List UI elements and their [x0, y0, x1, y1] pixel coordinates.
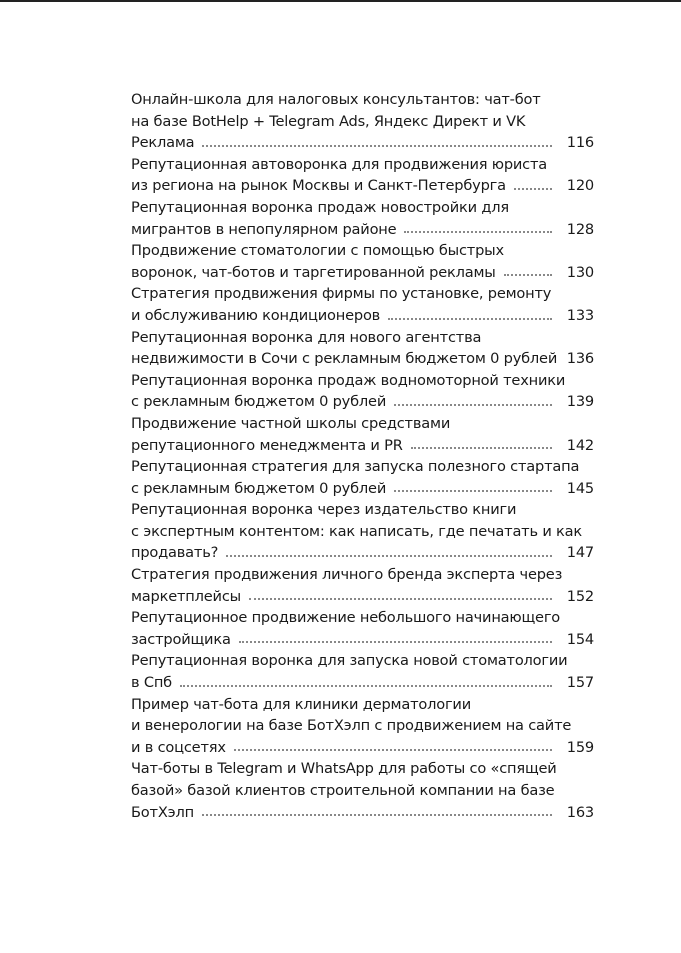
page-number: 145 [566, 479, 594, 497]
toc-entry-title-line: маркетплейсы [131, 587, 241, 605]
toc-entry-title-line: Продвижение частной школы средствами [131, 414, 451, 432]
toc-entry-title-line: Репутационное продвижение небольшого начинающего [131, 609, 561, 627]
toc-entry-title-line: и обслуживанию кондиционеров [131, 306, 381, 324]
toc-entry-title-line: и в соцсетях [131, 738, 226, 756]
dot-leader [394, 490, 552, 492]
toc-entry-title-line: продавать? [131, 544, 219, 562]
toc-entry-title-line: Репутационная автоворонка для продвижения юриста [131, 155, 548, 173]
toc-entry-title-line: с рекламным бюджетом 0 рублей [131, 393, 387, 411]
toc-entry-title-line: мигрантов в непопулярном районе [131, 220, 397, 238]
dot-leader [388, 318, 552, 320]
dot-leader [226, 555, 552, 557]
toc-entry-title-line: на базе BotHelp + Telegram Ads, Яндекс Директ и VK [131, 112, 526, 130]
page-number: 128 [566, 220, 594, 238]
toc-entry-title-line: из региона на рынок Москвы и Санкт-Петербурга [131, 177, 506, 195]
toc-entry-title-line: и венерологии на базе БотХэлп с продвижением на сайте [131, 717, 572, 735]
dot-leader [404, 231, 552, 233]
toc-entry-title-line: Репутационная воронка продаж водномоторной техники [131, 371, 566, 389]
toc-entry-title-line: БотХэлп [131, 803, 194, 821]
toc-entry-title-line: Онлайн-школа для налоговых консультантов: чат-бот [131, 91, 541, 108]
dot-leader [180, 685, 552, 687]
toc-entry-title-line: в Спб [131, 674, 172, 692]
dot-leader [411, 447, 552, 449]
toc-entry[interactable] [131, 370, 594, 413]
table-of-contents [131, 89, 594, 823]
toc-entry[interactable] [131, 758, 594, 823]
toc-entry[interactable] [131, 650, 594, 693]
dot-leader [394, 404, 552, 406]
dot-leader [234, 749, 552, 751]
toc-entry-title-line: репутационного менеджмента и PR [131, 436, 403, 454]
toc-entry-title-line: Продвижение стоматологии с помощью быстрых [131, 242, 504, 260]
dot-leader [239, 641, 552, 643]
page-number: 136 [566, 350, 594, 368]
page-number: 154 [566, 630, 594, 648]
toc-entry[interactable] [131, 607, 594, 650]
toc-entry-title-line: Реклама [131, 134, 195, 152]
toc-entry-title-line: с рекламным бюджетом 0 рублей [131, 479, 387, 497]
toc-entry-title-line: Репутационная воронка для нового агентства [131, 328, 482, 346]
dot-leader [202, 145, 552, 147]
toc-entry-title-line: Чат-боты в Telegram и WhatsApp для работы со «спящей [131, 760, 557, 778]
toc-entry[interactable] [131, 456, 594, 499]
toc-entry-title-line: Репутационная воронка для запуска новой стоматологии [131, 652, 568, 670]
toc-entry-title-line: Репутационная стратегия для запуска полезного стартапа [131, 458, 580, 476]
page-number: 152 [566, 587, 594, 605]
toc-entry-title-line: Репутационная воронка продаж новостройки для [131, 198, 509, 216]
toc-entry[interactable] [131, 154, 594, 197]
toc-entry-title-line: Пример чат-бота для клиники дерматологии [131, 695, 471, 713]
toc-entry-title-line: застройщика [131, 630, 231, 648]
toc-entry[interactable] [131, 197, 594, 240]
toc-entry[interactable] [131, 564, 594, 607]
dot-leader [202, 814, 552, 816]
toc-entry[interactable] [131, 327, 594, 370]
page-number: 133 [566, 306, 594, 324]
dot-leader [514, 188, 552, 190]
dot-leader [249, 598, 552, 600]
toc-entry-title-line: Стратегия продвижения фирмы по установке, ремонту [131, 285, 552, 303]
toc-entry[interactable] [131, 413, 594, 456]
toc-entry-title-line: Стратегия продвижения личного бренда эксперта через [131, 566, 563, 584]
toc-entry[interactable] [131, 694, 594, 759]
toc-entry-title-line: с экспертным контентом: как написать, где печатать и как [131, 522, 583, 540]
toc-entry-title-line: воронок, чат-ботов и таргетированной рекламы [131, 263, 496, 281]
page-number: 116 [566, 134, 594, 152]
toc-entry-title-line: недвижимости в Сочи с рекламным бюджетом 0 рублей [131, 350, 558, 368]
toc-entry[interactable] [131, 499, 594, 564]
page-number: 157 [566, 674, 594, 692]
toc-entry-title-line: Репутационная воронка через издательство книги [131, 501, 517, 519]
toc-entry[interactable] [131, 240, 594, 283]
page-top-edge [0, 0, 681, 2]
page-number: 147 [566, 544, 594, 562]
page-number: 120 [566, 177, 594, 195]
dot-leader [504, 274, 552, 276]
toc-entry[interactable] [131, 89, 594, 154]
page-number: 139 [566, 393, 594, 411]
page-number: 130 [566, 263, 594, 281]
page-number: 142 [566, 436, 594, 454]
toc-entry-title-line: базой» базой клиентов строительной компании на базе [131, 782, 555, 799]
page-number: 159 [566, 738, 594, 756]
page-number: 163 [566, 803, 594, 821]
toc-entry[interactable] [131, 283, 594, 326]
